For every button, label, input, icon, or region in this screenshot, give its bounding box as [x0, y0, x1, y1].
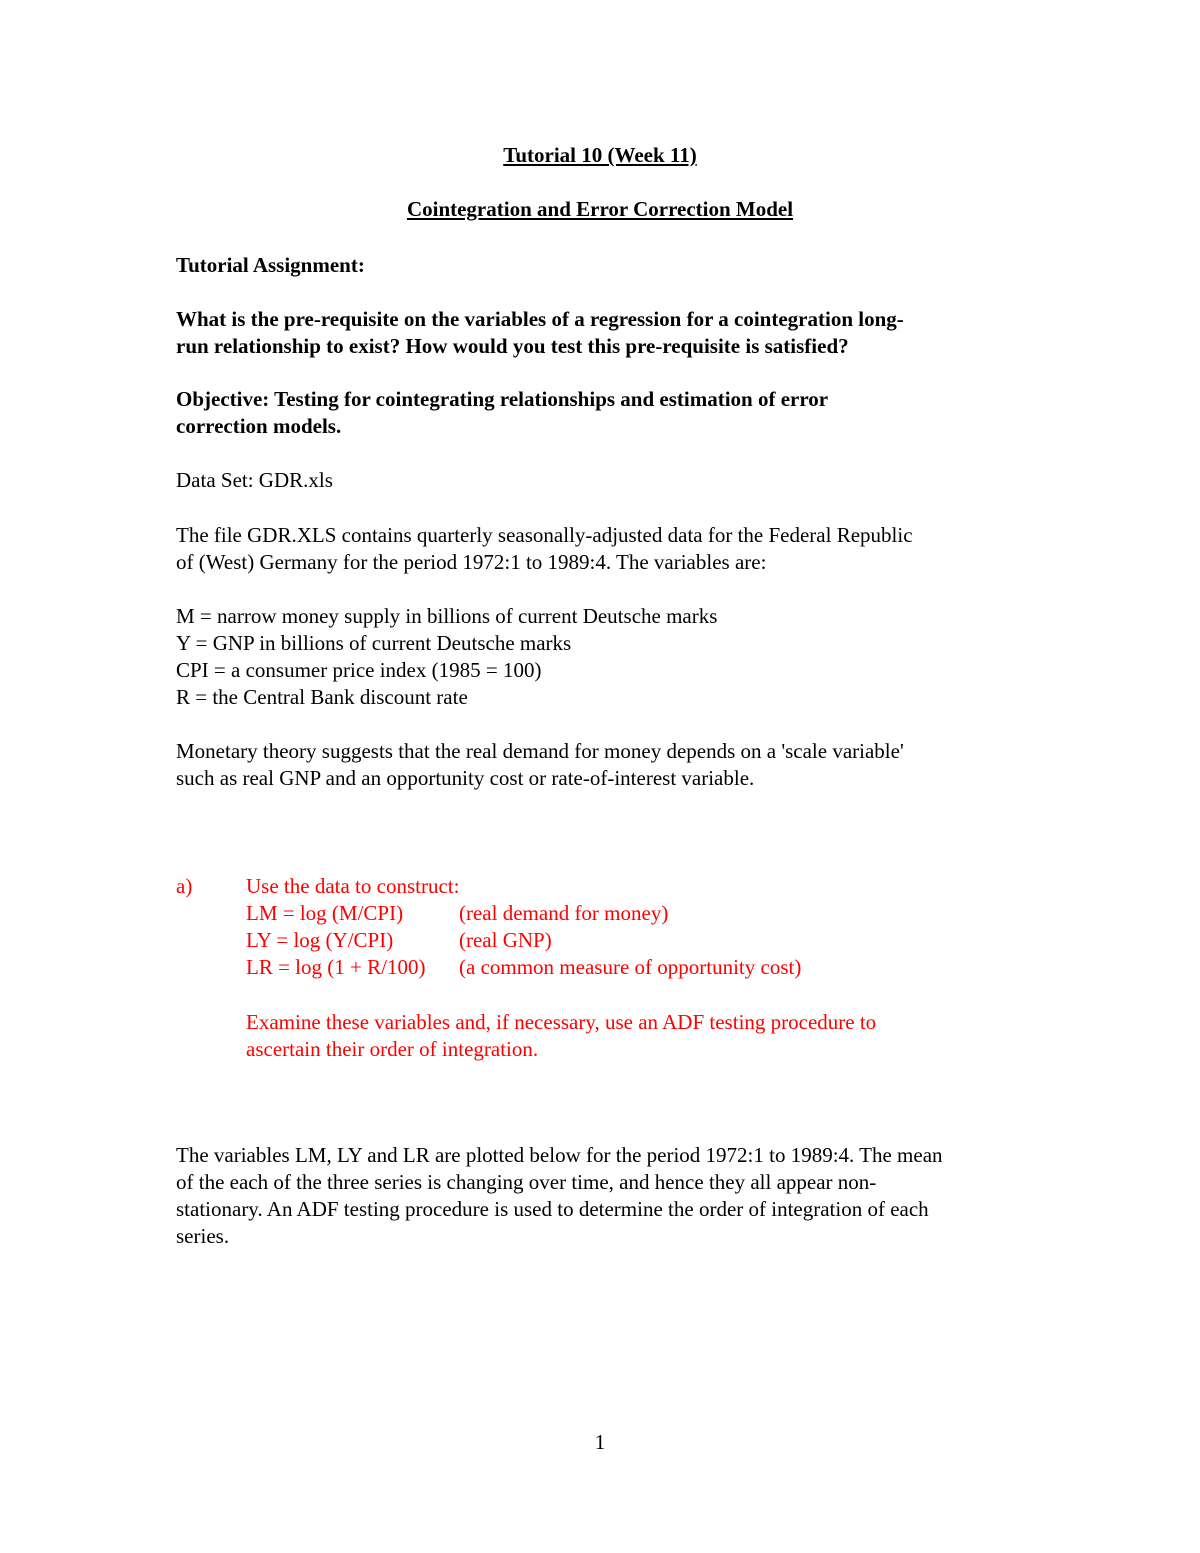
objective: [176, 386, 1036, 440]
question-line: run relationship to exist? How would you test this pre-requisite is satisfied?: [176, 334, 849, 358]
description-line: The file GDR.XLS contains quarterly seasonally-adjusted data for the Federal Republic: [176, 523, 913, 547]
part-a-task: [246, 1009, 876, 1063]
assignment-question: [176, 306, 1036, 360]
page-number: 1: [594, 1430, 606, 1454]
page-subtitle: Cointegration and Error Correction Model: [406, 197, 794, 221]
theory-line: such as real GNP and an opportunity cost or rate-of-interest variable.: [176, 766, 755, 790]
task-line: Examine these variables and, if necessary, use an ADF testing procedure to: [246, 1010, 877, 1034]
answer-line: The variables LM, LY and LR are plotted below for the period 1972:1 to 1989:4. The mean: [176, 1143, 943, 1167]
definition-note: (a common measure of opportunity cost): [459, 955, 802, 979]
assignment-heading: Tutorial Assignment:: [176, 253, 365, 277]
definition-formula: LR = log (1 + R/100): [246, 955, 426, 979]
definition-note: (real GNP): [459, 928, 552, 952]
definition-formula: LM = log (M/CPI): [246, 901, 404, 925]
definition-formula: LY = log (Y/CPI): [246, 928, 394, 952]
answer-line: series.: [176, 1224, 230, 1248]
description-line: of (West) Germany for the period 1972:1 to 1989:4. The variables are:: [176, 550, 767, 574]
variable-item: M = narrow money supply in billions of current Deutsche marks: [176, 604, 718, 628]
variable-item: CPI = a consumer price index (1985 = 100): [176, 658, 542, 682]
dataset-line: Data Set: GDR.xls: [176, 468, 333, 492]
objective-line: correction models.: [176, 414, 342, 438]
page-title: Tutorial 10 (Week 11): [503, 143, 697, 167]
theory-line: Monetary theory suggests that the real demand for money depends on a 'scale variable': [176, 739, 904, 763]
task-line: ascertain their order of integration.: [246, 1037, 539, 1061]
part-a-intro: Use the data to construct:: [246, 874, 460, 898]
question-line: What is the pre-requisite on the variables of a regression for a cointegration long-: [176, 307, 904, 331]
answer-line: stationary. An ADF testing procedure is used to determine the order of integration of each: [176, 1197, 929, 1221]
description-paragraph: [176, 522, 1036, 576]
variable-item: R = the Central Bank discount rate: [176, 685, 468, 709]
answer-paragraph: [176, 1142, 1036, 1250]
part-a-label: a): [176, 874, 193, 898]
objective-line: Objective: Testing for cointegrating relationships and estimation of error: [176, 387, 829, 411]
theory-paragraph: [176, 738, 1036, 792]
variable-item: Y = GNP in billions of current Deutsche marks: [176, 631, 572, 655]
definition-note: (real demand for money): [459, 901, 669, 925]
variable-list: [176, 603, 1036, 711]
answer-line: of the each of the three series is changing over time, and hence they all appear non-: [176, 1170, 877, 1194]
